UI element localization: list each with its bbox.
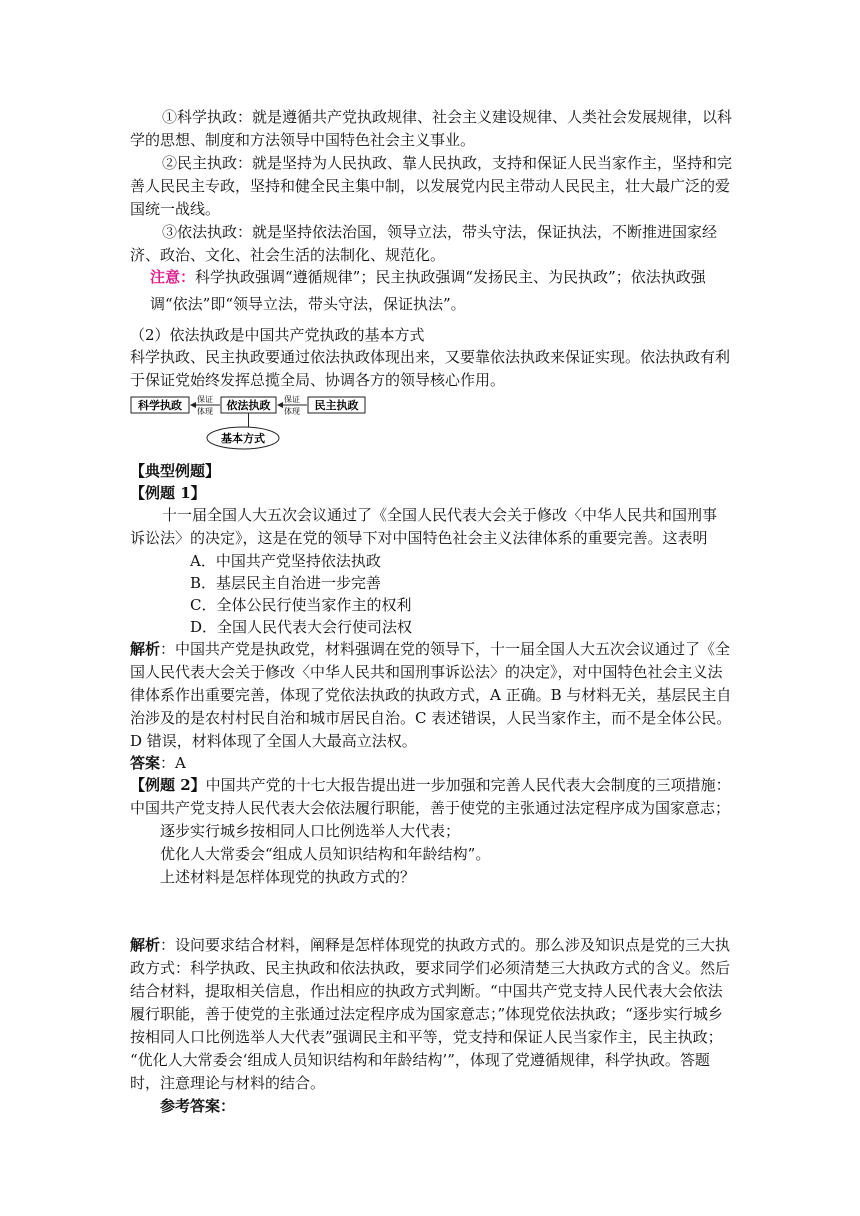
diagram-arrow-left-bottom: 体现 [197, 407, 213, 416]
example1-stem: 诉讼法〉的决定》，这是在党的领导下对中国特色社会主义法律体系的重要完善。这表明 [130, 529, 708, 547]
example1-heading: 【例题 1】 [130, 484, 206, 502]
example2-analysis-line: 按相同人口比例选举人大代表”强调民主和平等，党支持和保证人民当家作主，民主执政； [130, 1028, 723, 1046]
example1-option-d: D．全国人民代表大会行使司法权 [190, 618, 413, 636]
example2-stem: 优化人大常委会“组成人员知识结构和年龄结构”。 [160, 845, 491, 863]
paragraph-line: 善人民民主专政，坚持和健全民主集中制，以发展党内民主带动人民民主，壮大最广泛的爱 [130, 177, 731, 195]
diagram-label-right: 民主执政 [314, 399, 359, 412]
answer-text: ：A [160, 754, 186, 772]
paragraph-line: 科学执政、民主执政要通过依法执政体现出来，又要靠依法执政来保证实现。依法执政有利 [130, 348, 731, 366]
governance-diagram [130, 394, 370, 456]
example1-option-c: C．全体公民行使当家作主的权利 [190, 596, 412, 614]
analysis-label: 解析 [130, 640, 161, 658]
example2-analysis-line: 时，注意理论与材料的结合。 [130, 1074, 326, 1092]
example1-analysis-line: D 错误，材料体现了全国人大最高立法权。 [130, 732, 417, 750]
answer-label: 答案 [130, 754, 161, 772]
example2-analysis-line: 政方式：科学执政、民主执政和依法执政，要求同学们必须清楚三大执政方式的含义。然后 [130, 959, 731, 977]
diagram-arrow-right-top: 保证 [284, 395, 300, 404]
note-line [150, 266, 706, 289]
paragraph-line: ①科学执政：就是遵循共产党执政规律、社会主义建设规律、人类社会发展规律，以科 [162, 108, 733, 126]
diagram-label-center: 依法执政 [226, 399, 271, 412]
example2-question: 上述材料是怎样体现党的执政方式的？ [160, 868, 416, 886]
paragraph-line: 国统一战线。 [130, 200, 221, 218]
example1-option-a: A．中国共产党坚持依法执政 [190, 552, 381, 570]
example2-stem: 逐步实行城乡按相同人口比例选举人大代表； [160, 822, 461, 840]
diagram-label-left: 科学执政 [138, 399, 182, 412]
analysis-text: ：设问要求结合材料，阐释是怎样体现党的执政方式的。那么涉及知识点是党的三大执 [160, 936, 731, 954]
examples-heading: 【典型例题】 [130, 462, 221, 480]
note-label: 注意： [150, 268, 196, 286]
example2-analysis-line: 履行职能，善于使党的主张通过法定程序成为国家意志；”体现党依法执政；“逐步实行城乡 [130, 1005, 723, 1023]
example1-option-b: B．基层民主自治进一步完善 [190, 574, 382, 592]
paragraph-line: 济、政治、文化、社会生活的法制化、规范化。 [130, 246, 446, 264]
example2-stem-text: 中国共产党的十七大报告提出进一步加强和完善人民代表大会制度的三项措施： [205, 776, 731, 794]
example2-stem: 中国共产党支持人民代表大会依法履行职能，善于使党的主张通过法定程序成为国家意志； [130, 799, 731, 817]
example1-analysis [130, 638, 730, 661]
example2-stem [130, 774, 731, 797]
example1-analysis-line: 治涉及的是农村村民自治和城市居民自治。C 表述错误，人民当家作主，而不是全体公民。 [130, 709, 732, 727]
example2-heading: 【例题 2】 [130, 776, 206, 794]
example2-analysis [130, 934, 730, 957]
paragraph-line: 于保证党始终发挥总揽全局、协调各方的领导核心作用。 [130, 371, 506, 389]
example1-analysis-line: 国人民代表大会关于修改〈中华人民共和国刑事诉讼法〉的决定》，对中国特色社会主义法 [130, 663, 723, 681]
example1-answer [130, 752, 186, 775]
diagram-ellipse-label: 基本方式 [221, 432, 265, 445]
analysis-label: 解析 [130, 936, 161, 954]
paragraph-line: ②民主执政：就是坚持为人民执政、靠人民执政，支持和保证人民当家作主，坚持和完 [162, 154, 733, 172]
reference-answer-label: 参考答案： [160, 1097, 236, 1115]
note-line: 调“依法”即“领导立法，带头守法，保证执法”。 [150, 295, 466, 313]
analysis-text: ：中国共产党是执政党，材料强调在党的领导下，十一届全国人大五次会议通过了《全 [160, 640, 731, 658]
paragraph-line: ③依法执政：就是坚持依法治国，领导立法，带头守法，保证执法，不断推进国家经 [162, 223, 718, 241]
example1-stem: 十一届全国人大五次会议通过了《全国人民代表大会关于修改〈中华人民共和国刑事 [162, 506, 718, 524]
example1-analysis-line: 律体系作出重要完善，体现了党依法执政的执政方式，A 正确。B 与材料无关，基层民主自 [130, 686, 732, 704]
diagram-arrow-left-top: 保证 [197, 395, 213, 404]
section-title: （2）依法执政是中国共产党执政的基本方式 [130, 326, 425, 344]
example2-analysis-line: 结合材料，提取相关信息，作出相应的执政方式判断。“中国共产党支持人民代表大会依法 [130, 982, 723, 1000]
paragraph-line: 学的思想、制度和方法领导中国特色社会主义事业。 [130, 131, 476, 149]
example2-analysis-line: “优化人大常委会‘组成人员知识结构和年龄结构’”，体现了党遵循规律，科学执政。答题 [130, 1051, 710, 1069]
note-text: 科学执政强调“遵循规律”；民主执政强调“发扬民主、为民执政”；依法执政强 [195, 268, 706, 286]
diagram-arrow-right-bottom: 体现 [284, 407, 300, 416]
